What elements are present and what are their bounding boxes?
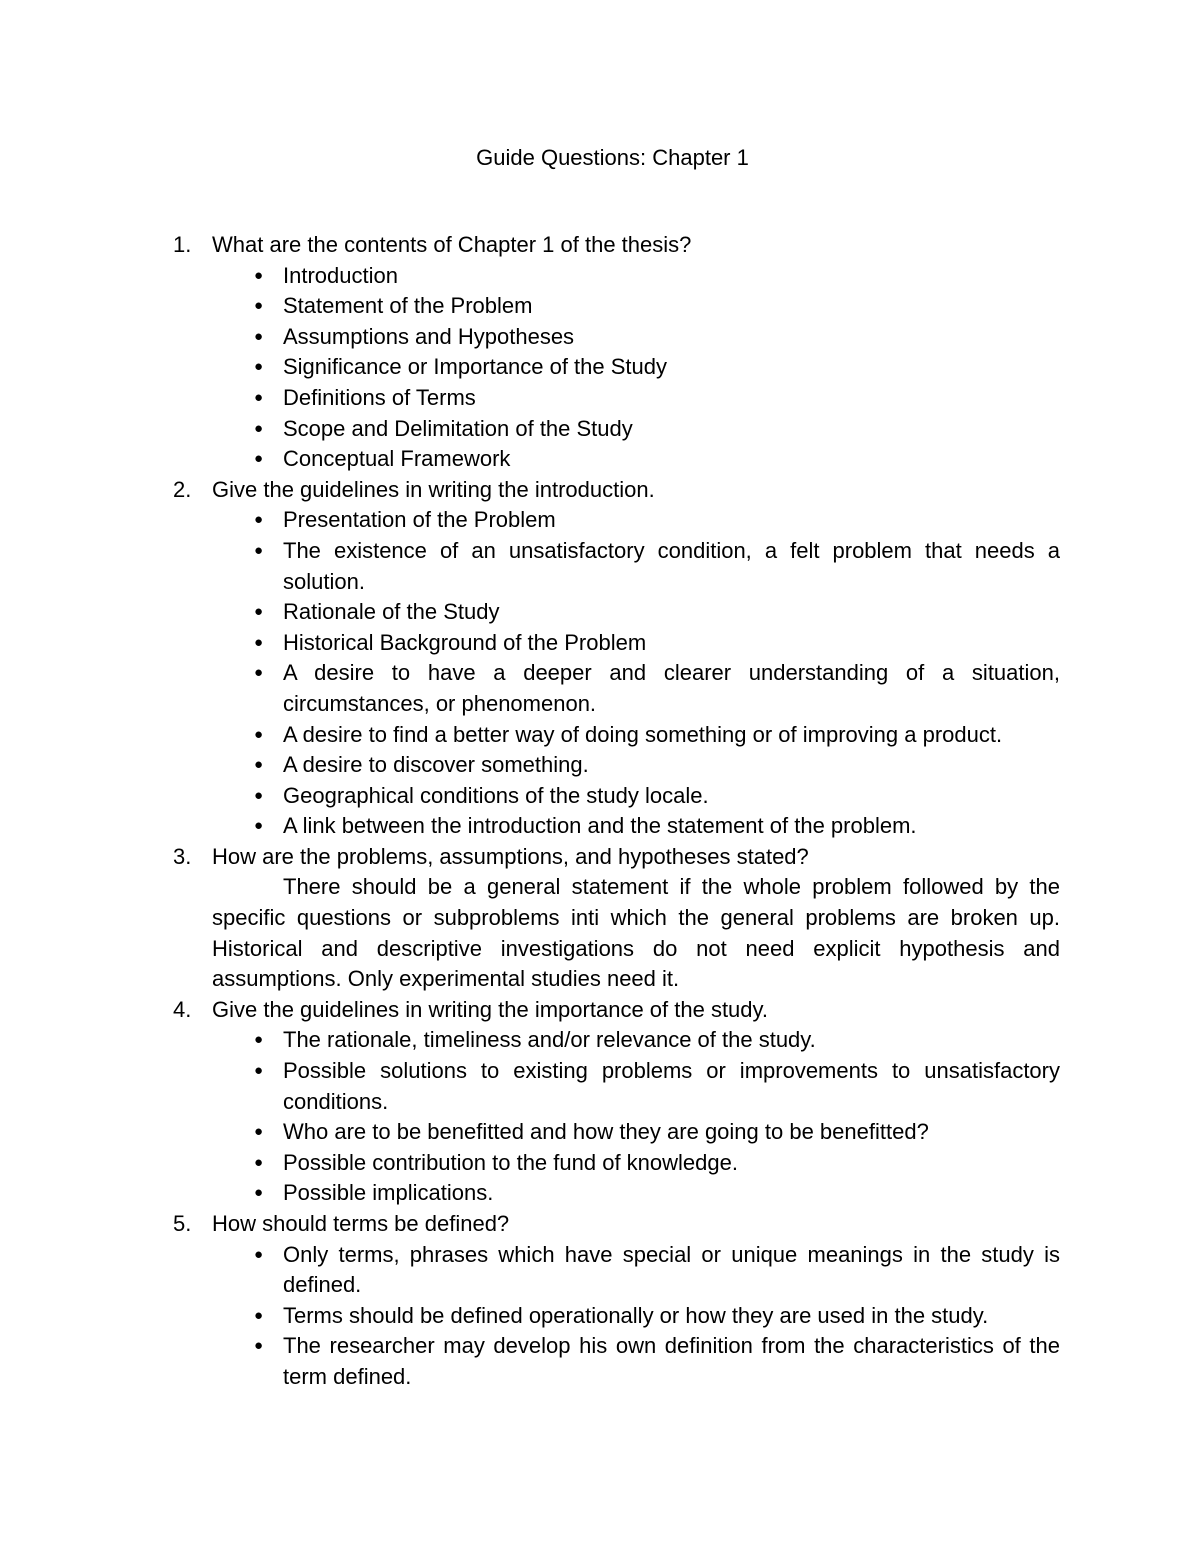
list-item bbox=[212, 1148, 1060, 1179]
bullet-text: Rationale of the Study bbox=[283, 599, 500, 625]
list-item bbox=[212, 414, 1060, 445]
bullet-dot-icon: ● bbox=[254, 388, 264, 406]
bullet-dot-icon: ● bbox=[254, 603, 264, 621]
question-list bbox=[173, 230, 1060, 1393]
list-item bbox=[212, 781, 1060, 812]
bullet-text: Possible contribution to the fund of knowledge. bbox=[283, 1149, 738, 1175]
list-item bbox=[212, 444, 1060, 475]
bullet-text: Significance or Importance of the Study bbox=[283, 354, 667, 380]
question-text: How are the problems, assumptions, and hypotheses stated? bbox=[212, 843, 809, 869]
list-item bbox=[212, 1301, 1060, 1332]
bullet-dot-icon: ● bbox=[254, 511, 264, 529]
bullet-text: Introduction bbox=[283, 262, 398, 288]
list-item bbox=[212, 505, 1060, 536]
question-number: 5. bbox=[173, 1211, 192, 1236]
list-item bbox=[212, 1331, 1060, 1392]
list-item bbox=[212, 1025, 1060, 1056]
bullet-text: Statement of the Problem bbox=[283, 293, 533, 319]
list-item bbox=[212, 658, 1060, 719]
list-item bbox=[212, 322, 1060, 353]
bullet-dot-icon: ● bbox=[254, 450, 264, 468]
question-1 bbox=[173, 230, 1060, 475]
bullet-dot-icon: ● bbox=[254, 297, 264, 315]
bullet-text: Only terms, phrases which have special or unique meanings in the study is defined. bbox=[283, 1241, 1060, 1298]
bullet-dot-icon: ● bbox=[254, 266, 264, 284]
bullet-dot-icon: ● bbox=[254, 786, 264, 804]
question-2 bbox=[173, 475, 1060, 842]
bullet-dot-icon: ● bbox=[254, 358, 264, 376]
list-item bbox=[212, 628, 1060, 659]
bullet-dot-icon: ● bbox=[254, 1245, 264, 1263]
bullet-text: Geographical conditions of the study locale. bbox=[283, 782, 709, 808]
bullet-text: A desire to have a deeper and clearer understanding of a situation, circumstances, or phenomenon. bbox=[283, 660, 1060, 716]
question-number: 2. bbox=[173, 476, 192, 502]
list-item bbox=[212, 1178, 1060, 1209]
bullet-text: Conceptual Framework bbox=[283, 446, 511, 472]
bullet-dot-icon: ● bbox=[254, 817, 264, 835]
list-item bbox=[212, 750, 1060, 781]
bullet-text: Scope and Delimitation of the Study bbox=[283, 415, 633, 441]
question-number: 1. bbox=[173, 232, 192, 257]
bullet-text: The existence of an unsatisfactory condition, a felt problem that needs a solution. bbox=[283, 537, 1060, 594]
list-item bbox=[212, 261, 1060, 292]
question-number: 3. bbox=[173, 843, 192, 869]
question-4 bbox=[173, 995, 1060, 1209]
list-item bbox=[212, 1240, 1060, 1301]
bullet-dot-icon: ● bbox=[254, 725, 264, 743]
bullet-dot-icon: ● bbox=[254, 1184, 264, 1202]
question-text: What are the contents of Chapter 1 of the thesis? bbox=[212, 232, 692, 257]
bullet-dot-icon: ● bbox=[254, 1123, 264, 1141]
bullet-text: A desire to find a better way of doing something or of improving a product. bbox=[283, 721, 1003, 747]
bullet-text: Historical Background of the Problem bbox=[283, 629, 647, 655]
document-title: Guide Questions: Chapter 1 bbox=[476, 145, 749, 170]
question-3 bbox=[173, 842, 1060, 995]
bullet-dot-icon: ● bbox=[254, 1337, 264, 1355]
list-item bbox=[212, 1117, 1060, 1148]
bullet-text: Possible implications. bbox=[283, 1180, 494, 1206]
bullet-dot-icon: ● bbox=[254, 664, 264, 682]
list-item bbox=[212, 291, 1060, 322]
bullet-dot-icon: ● bbox=[254, 756, 264, 774]
list-item bbox=[212, 352, 1060, 383]
answer-paragraph: There should be a general statement if the whole problem followed by the specific questions or subproblems inti which the general problems are broken up. Historical and descriptive investigations do not need explicit hypothesis and assumptions. Only experimental studies need it. bbox=[212, 874, 1060, 992]
question-number: 4. bbox=[173, 996, 192, 1022]
bullet-text: Possible solutions to existing problems or improvements to unsatisfactory conditions. bbox=[283, 1058, 1060, 1114]
bullet-text: A desire to discover something. bbox=[283, 752, 589, 778]
bullet-dot-icon: ● bbox=[254, 327, 264, 345]
bullet-text: The researcher may develop his own definition from the characteristics of the term defined. bbox=[283, 1333, 1060, 1389]
bullet-list bbox=[212, 1025, 1060, 1209]
bullet-text: The rationale, timeliness and/or relevance of the study. bbox=[283, 1027, 816, 1053]
question-text: Give the guidelines in writing the introduction. bbox=[212, 476, 655, 502]
question-5 bbox=[173, 1209, 1060, 1393]
list-item bbox=[212, 1056, 1060, 1117]
bullet-list bbox=[212, 261, 1060, 475]
bullet-text: Who are to be benefitted and how they are going to be benefitted? bbox=[283, 1119, 929, 1145]
bullet-list bbox=[212, 505, 1060, 842]
bullet-text: Assumptions and Hypotheses bbox=[283, 323, 575, 349]
bullet-dot-icon: ● bbox=[254, 541, 264, 559]
list-item bbox=[212, 536, 1060, 597]
list-item bbox=[212, 597, 1060, 628]
bullet-dot-icon: ● bbox=[254, 1062, 264, 1080]
question-text: Give the guidelines in writing the importance of the study. bbox=[212, 996, 769, 1022]
bullet-dot-icon: ● bbox=[254, 1306, 264, 1324]
bullet-text: A link between the introduction and the statement of the problem. bbox=[283, 813, 917, 839]
bullet-dot-icon: ● bbox=[254, 419, 264, 437]
bullet-dot-icon: ● bbox=[254, 1031, 264, 1049]
bullet-dot-icon: ● bbox=[254, 1153, 264, 1171]
bullet-text: Presentation of the Problem bbox=[283, 507, 556, 533]
bullet-dot-icon: ● bbox=[254, 633, 264, 651]
list-item bbox=[212, 811, 1060, 842]
bullet-list bbox=[212, 1240, 1060, 1393]
bullet-text: Definitions of Terms bbox=[283, 384, 476, 410]
bullet-text: Terms should be defined operationally or how they are used in the study. bbox=[283, 1302, 989, 1328]
list-item bbox=[212, 383, 1060, 414]
question-text: How should terms be defined? bbox=[212, 1211, 510, 1236]
list-item bbox=[212, 720, 1060, 751]
